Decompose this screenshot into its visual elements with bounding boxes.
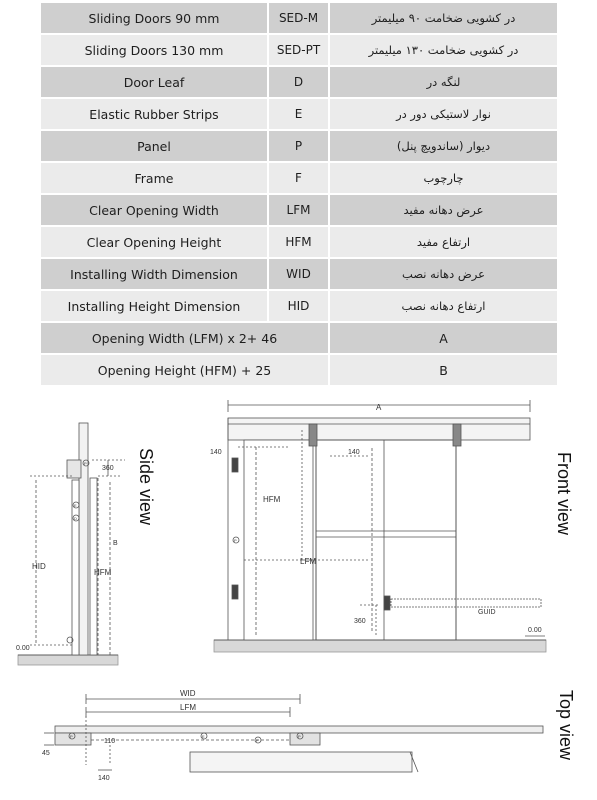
legend-persian: در کشویی ضخامت ۱۳۰ میلیمتر: [330, 35, 557, 65]
legend-formula-letter: A: [330, 323, 557, 353]
legend-english: Sliding Doors 90 mm: [41, 3, 267, 33]
legend-persian: نوار لاستیکی دور در: [330, 99, 557, 129]
front-zero-level: 0.00: [528, 627, 542, 634]
legend-persian: چارچوب: [330, 163, 557, 193]
legend-code: HFM: [269, 227, 328, 257]
side-dim-hid: HID: [32, 562, 46, 571]
legend-english: Installing Width Dimension: [41, 259, 267, 289]
front-dim-360: 360: [354, 618, 366, 625]
top-door-leaf: [190, 752, 412, 772]
legend-english: Elastic Rubber Strips: [41, 99, 267, 129]
legend-code: E: [269, 99, 328, 129]
legend-english: Installing Height Dimension: [41, 291, 267, 321]
top-dim-lfm: LFM: [180, 703, 196, 712]
front-view-title: Front view: [554, 452, 574, 536]
side-view-title: Side view: [136, 448, 156, 526]
legend-code: SED-PT: [269, 35, 328, 65]
front-marker-p: P: [234, 538, 237, 543]
side-zero-level: 0.00: [16, 645, 30, 652]
side-dim-hfm: HFM: [94, 568, 112, 577]
legend-code: D: [269, 67, 328, 97]
legend-english: Clear Opening Height: [41, 227, 267, 257]
legend-persian: ارتفاع مفید: [330, 227, 557, 257]
side-view-drawing: [18, 423, 125, 665]
legend-persian: دیوار (ساندویچ پنل): [330, 131, 557, 161]
front-dim-140-left: 140: [210, 449, 222, 456]
legend-persian: لنگه در: [330, 67, 557, 97]
front-dim-hfm: HFM: [263, 495, 281, 504]
front-roller-right: [453, 424, 461, 446]
top-marker-p2: P: [298, 734, 301, 739]
front-guid-label: GUID: [478, 609, 496, 616]
legend-code: P: [269, 131, 328, 161]
legend-formula: Opening Width (LFM) x 2+ 46: [41, 323, 328, 353]
front-dim-lfm: LFM: [300, 557, 316, 566]
legend-english: Panel: [41, 131, 267, 161]
front-floor: [214, 640, 546, 652]
legend-english: Door Leaf: [41, 67, 267, 97]
front-dim-140-inner: 140: [348, 449, 360, 456]
legend-persian: عرض دهانه مفید: [330, 195, 557, 225]
front-hinge-top: [232, 458, 238, 472]
top-view-title: Top view: [556, 690, 576, 761]
top-marker-e: E: [202, 734, 205, 739]
side-panel: [79, 423, 88, 655]
side-dim-b: B: [113, 540, 118, 547]
legend-persian: ارتفاع دهانه نصب: [330, 291, 557, 321]
legend-persian: در کشویی ضخامت ۹۰ میلیمتر: [330, 3, 557, 33]
legend-code: SED-M: [269, 3, 328, 33]
front-rail: [228, 418, 530, 440]
side-marker-e: E: [74, 503, 77, 508]
legend-english: Sliding Doors 130 mm: [41, 35, 267, 65]
side-track: [67, 460, 81, 478]
top-marker-f: F: [256, 738, 259, 743]
top-dim-wid: WID: [180, 689, 196, 698]
front-handle: [384, 596, 390, 610]
side-dim-360: 360: [102, 465, 114, 472]
legend-code: HID: [269, 291, 328, 321]
top-marker-p1: P: [70, 734, 73, 739]
top-dim-45: 45: [42, 750, 50, 757]
front-opening: [244, 440, 313, 640]
top-dim-110: 110: [104, 738, 116, 745]
front-view-drawing: [214, 400, 546, 652]
legend-formula-letter: B: [330, 355, 557, 385]
side-marker-p: P: [84, 461, 87, 466]
side-frame: [90, 478, 97, 655]
front-roller-left: [309, 424, 317, 446]
legend-code: LFM: [269, 195, 328, 225]
top-wall-panel: [55, 726, 543, 733]
legend-persian: عرض دهانه نصب: [330, 259, 557, 289]
legend-code: WID: [269, 259, 328, 289]
legend-english: Frame: [41, 163, 267, 193]
top-view-drawing: [44, 694, 543, 772]
top-dim-140: 140: [98, 775, 110, 782]
legend-english: Clear Opening Width: [41, 195, 267, 225]
front-hinge-bottom: [232, 585, 238, 599]
side-floor: [18, 655, 118, 665]
legend-formula: Opening Height (HFM) + 25: [41, 355, 328, 385]
front-dim-a: A: [376, 403, 382, 412]
legend-code: F: [269, 163, 328, 193]
side-marker-d: D: [74, 516, 77, 521]
top-right-jamb: [290, 733, 320, 745]
